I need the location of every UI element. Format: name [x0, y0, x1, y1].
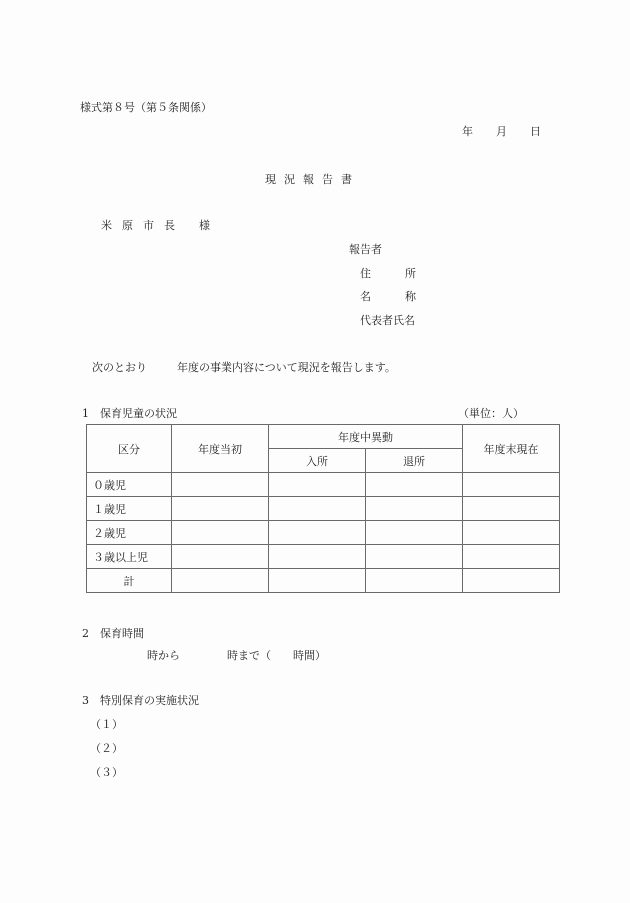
cell-end[interactable] — [463, 521, 560, 545]
cell-admission[interactable] — [269, 497, 366, 521]
section3-number: 3 — [82, 694, 89, 707]
address-label-a: 住 — [360, 267, 371, 280]
row-label-total: 計 — [87, 569, 172, 593]
cell-withdrawal[interactable] — [366, 497, 463, 521]
cell-start[interactable] — [172, 497, 269, 521]
addressee — [101, 217, 210, 233]
name-label-a: 名 — [360, 290, 371, 303]
cell-admission[interactable] — [269, 569, 366, 593]
children-status-table — [86, 424, 560, 593]
cell-end[interactable] — [463, 497, 560, 521]
header-start-of-year: 年度当初 — [172, 425, 269, 473]
reporter-address-label — [360, 265, 416, 281]
header-end-of-year: 年度末現在 — [463, 425, 560, 473]
cell-start[interactable] — [172, 521, 269, 545]
section3-title: 特別保育の実施状況 — [100, 694, 199, 707]
section1-heading — [82, 405, 177, 421]
addressee-name: 米原市長 — [101, 219, 185, 232]
date-day-label: 日 — [530, 125, 541, 138]
name-label-b: 称 — [405, 290, 416, 303]
section2-title: 保育時間 — [100, 627, 144, 640]
reporter-name-label — [360, 288, 416, 304]
cell-end[interactable] — [463, 473, 560, 497]
statement-suffix: 年度の事業内容について現況を報告します。 — [177, 361, 396, 374]
reporter-heading: 報告者 — [349, 243, 382, 256]
cell-start[interactable] — [172, 473, 269, 497]
hours-to-label: 時まで（ — [227, 649, 271, 662]
cell-admission[interactable] — [269, 521, 366, 545]
cell-start[interactable] — [172, 569, 269, 593]
special-care-item-3: （３） — [90, 766, 123, 779]
cell-end[interactable] — [463, 569, 560, 593]
statement — [92, 359, 396, 375]
hours-total-label: 時間） — [293, 649, 326, 662]
header-mid-year-change: 年度中異動 — [269, 425, 463, 449]
cell-withdrawal[interactable] — [366, 473, 463, 497]
row-label: ３歳以上児 — [87, 545, 172, 569]
form-number: 様式第８号（第５条関係） — [80, 101, 212, 114]
header-category: 区分 — [87, 425, 172, 473]
table-row — [87, 473, 560, 497]
cell-end[interactable] — [463, 545, 560, 569]
section2-number: 2 — [82, 627, 89, 640]
cell-withdrawal[interactable] — [366, 521, 463, 545]
reporter-representative-label: 代表者氏名 — [360, 314, 415, 327]
addressee-honorific: 様 — [199, 219, 210, 232]
cell-admission[interactable] — [269, 473, 366, 497]
document-title: 現況報告書 — [265, 173, 360, 186]
row-label: ０歳児 — [87, 473, 172, 497]
cell-admission[interactable] — [269, 545, 366, 569]
row-label: ２歳児 — [87, 521, 172, 545]
row-label: １歳児 — [87, 497, 172, 521]
statement-prefix: 次のとおり — [92, 361, 147, 374]
address-label-b: 所 — [405, 267, 416, 280]
table-row — [87, 497, 560, 521]
table-row — [87, 521, 560, 545]
header-admission: 入所 — [269, 449, 366, 473]
section1-title: 保育児童の状況 — [100, 407, 177, 420]
special-care-item-2: （２） — [90, 742, 123, 755]
cell-withdrawal[interactable] — [366, 569, 463, 593]
cell-withdrawal[interactable] — [366, 545, 463, 569]
table-row — [87, 545, 560, 569]
hours-from-label: 時から — [147, 649, 180, 662]
section1-number: 1 — [82, 407, 89, 420]
date-year-label: 年 — [462, 125, 473, 138]
date-month-label: 月 — [496, 125, 507, 138]
table-row-total — [87, 569, 560, 593]
cell-start[interactable] — [172, 545, 269, 569]
unit-label: （単位：人） — [458, 407, 524, 420]
section3-heading — [82, 692, 199, 708]
section2-heading — [82, 625, 144, 641]
special-care-item-1: （１） — [90, 718, 123, 731]
header-withdrawal: 退所 — [366, 449, 463, 473]
